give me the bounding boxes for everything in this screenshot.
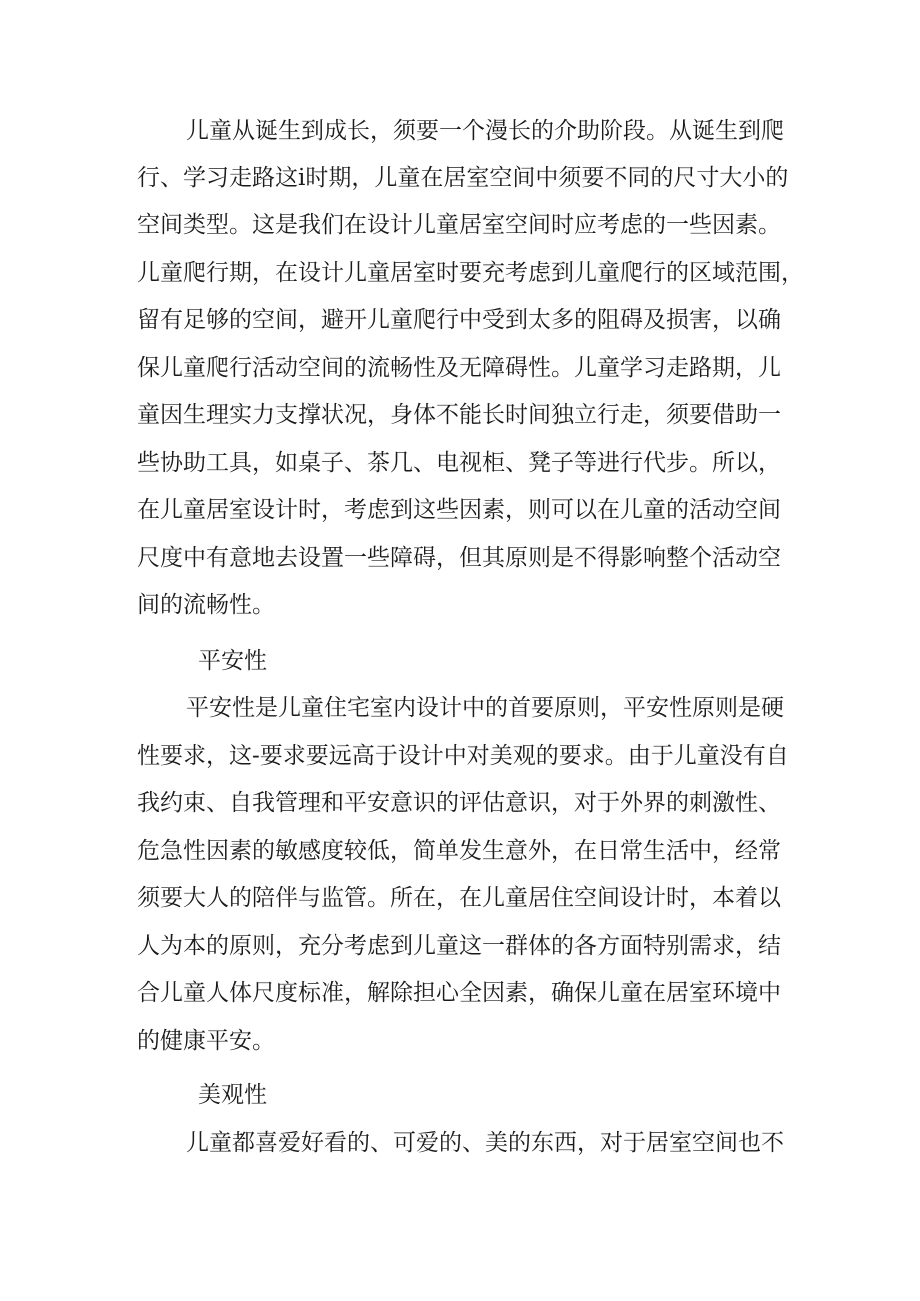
- text-line: 须要大人的陪伴与监管。所在，在儿童居住空间设计时，本着以: [137, 885, 781, 911]
- text-line: 儿童从诞生到成长，须要一个漫长的介助阶段。从诞生到爬: [186, 118, 784, 144]
- section-heading-safety: 平安性: [198, 648, 267, 674]
- text-line: 我约束、自我管理和平安意识的评估意识，对于外界的刺激性、: [137, 790, 781, 816]
- text-line: 平安性是儿童住宅室内设计中的首要原则，平安性原则是硬: [186, 695, 784, 721]
- text-line: 性要求，这-要求要远高于设计中对美观的要求。由于儿童没有自: [137, 743, 789, 769]
- section-heading-beauty: 美观性: [198, 1082, 267, 1108]
- text-line: 危急性因素的敏感度较低，简单发生意外，在日常生活中，经常: [137, 838, 781, 864]
- text-line: 的健康平安。: [137, 1028, 275, 1054]
- text-line: 合儿童人体尺度标准，解除担心全因素，确保儿童在居室环境中: [137, 980, 781, 1006]
- text-line: 人为本的原则，充分考虑到儿童这一群体的各方面特别需求，结: [137, 933, 781, 959]
- text-line: 儿童都喜爱好看的、可爱的、美的东西，对于居室空间也不: [186, 1130, 784, 1156]
- text-line: 童因生理实力支撑状况，身体不能长时间独立行走，须要借助一: [137, 402, 781, 428]
- text-line: 间的流畅性。: [137, 592, 275, 618]
- text-line: 些协助工具，如桌子、茶几、电视柜、凳子等进行代步。所以，: [137, 450, 781, 476]
- text-line: 儿童爬行期，在设计儿童居室时要充考虑到儿童爬行的区域范围，: [137, 260, 804, 286]
- text-line: 保儿童爬行活动空间的流畅性及无障碍性。儿童学习走路期，儿: [137, 355, 781, 381]
- text-line: 尺度中有意地去设置一些障碍，但其原则是不得影响整个活动空: [137, 545, 781, 571]
- text-line: 在儿童居室设计时，考虑到这些因素，则可以在儿童的活动空间: [137, 497, 781, 523]
- text-line: 留有足够的空间，避开儿童爬行中受到太多的阻碍及损害，以确: [137, 307, 781, 333]
- text-line: 行、学习走路这i时期，儿童在居室空间中须要不同的尺寸大小的: [137, 165, 789, 191]
- text-line: 空间类型。这是我们在设计儿童居室空间时应考虑的一些因素。: [137, 212, 781, 238]
